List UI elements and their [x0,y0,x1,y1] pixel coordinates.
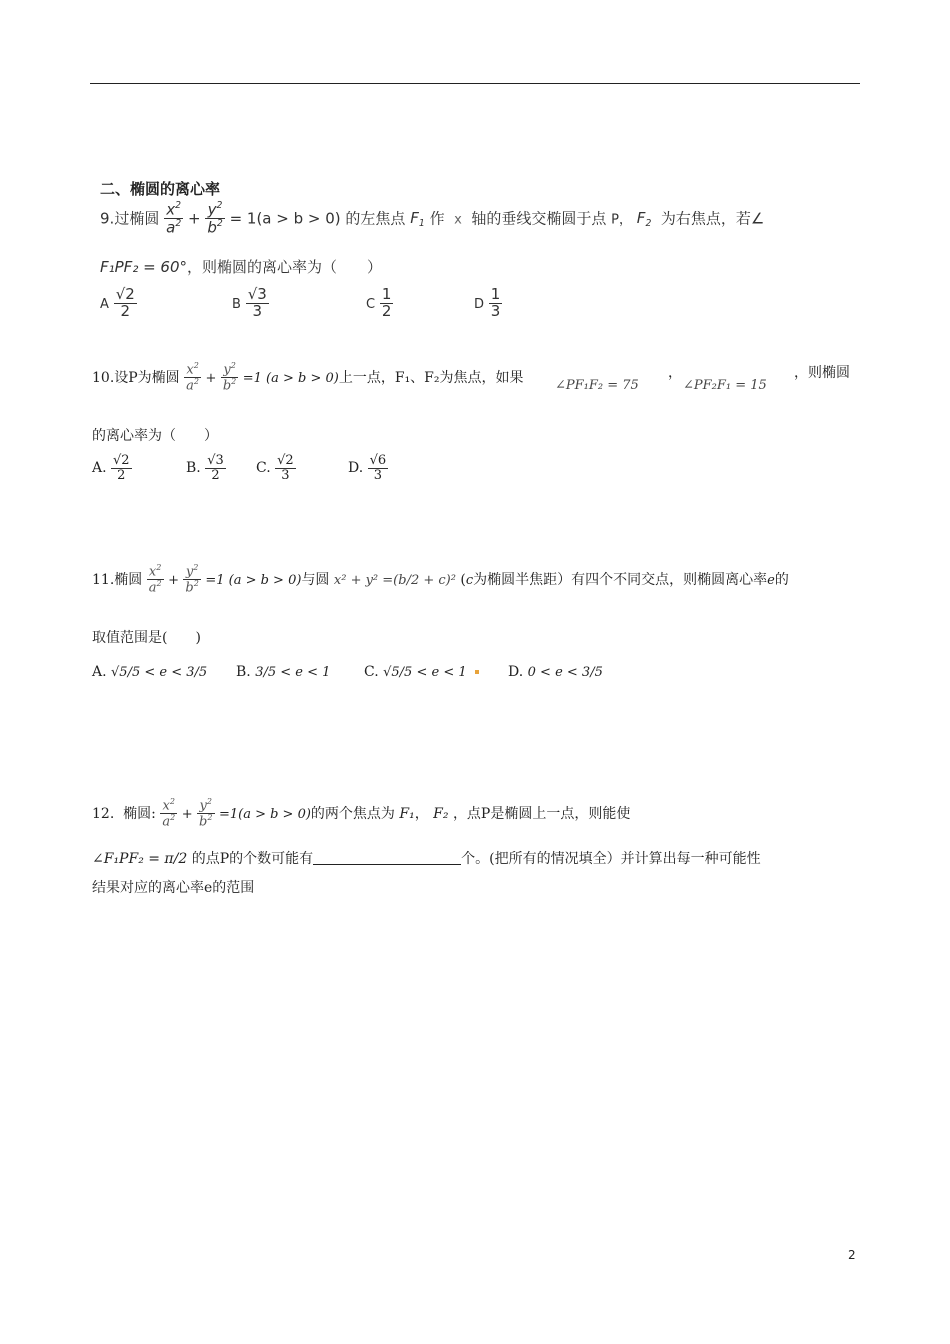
q12-text-6: 结果对应的离心率e的范围 [92,880,255,896]
q9-angle: F₁PF₂ = 60° [100,258,188,276]
q10-text-4: 的离心率为（ ） [92,428,218,444]
q9-text-7: 为右焦点，若∠ [660,209,765,228]
q10-text-2: 上一点，F₁、F₂为焦点，如果 [338,369,524,386]
q9-option-c-den: 2 [381,301,392,320]
section-title: 二、椭圆的离心率 [100,180,221,198]
q9-option-d[interactable] [474,287,502,320]
q11-option-d[interactable] [508,664,603,680]
question-12-line-1: 12. 椭圆: $\frac{x^2}{a^2}$ + $\frac{y^2}{b^2}$ =1(a > b > 0)的两个焦点为 F₁， F₂ ，点P是椭圆上一点，则能使 [92,797,631,830]
q9-option-b[interactable] [232,287,269,320]
q9-text-1: 过椭圆 [114,209,160,228]
q9-text-8: ，则椭圆的离心率为（ ） [187,258,383,276]
question-10-line-1: 10.设P为椭圆 $\frac{x^2}{a^2}$ + $\frac{y^2}{b^2}$ =1 (a > b > 0)上一点，F₁、F₂为焦点，如果 [92,361,524,394]
q11-option-b-text: 3/5 < e < 1 [255,665,331,680]
q9-option-a[interactable] [100,287,137,320]
q9-text-2: 的左焦点 [345,209,406,228]
q10-option-d-num: √6 [369,453,387,468]
q11-circle: x² + y² =(b/2 + c)² [333,572,456,588]
q10-text-3: ，则椭圆 [794,365,850,381]
q9-option-d-label: D [474,296,485,312]
q12-text-3: ，点P是椭圆上一点，则能使 [452,805,631,822]
q11-option-a-text: √5/5 < e < 3/5 [111,665,208,680]
q10-cond-1: ∠PF₁F₂ = 75 [555,378,639,393]
q10-option-a-den: 2 [117,467,126,483]
q10-option-b[interactable] [186,454,226,482]
question-11-line-1: 11.椭圆 $\frac{x^2}{a^2}$ + $\frac{y^2}{b^2}$ =1 (a > b > 0)与圆 x² + y² =(b/2 + c)² (c为椭圆半焦距）有四个不同交点，则椭圆离心率e的 [92,563,789,596]
q10-option-a-num: √2 [113,453,130,468]
q10-option-b-num: √3 [207,453,224,468]
q10-option-a[interactable] [92,454,132,482]
q12-f1: F₁ [399,805,415,822]
page-number: 2 [848,1248,856,1262]
q11-option-b-label: B. [236,664,251,680]
header-rule [90,83,860,84]
q9-option-b-den: 3 [252,301,263,320]
q10-option-c[interactable] [256,454,296,482]
q9-option-b-label: B [232,296,241,312]
q11-text-5: e [767,572,775,588]
q10-text-1: 设P为椭圆 [114,369,180,386]
q11-text-1: 椭圆 [114,571,143,588]
q9-option-c[interactable] [366,287,393,320]
q9-frac-y: $\frac{y^2}{b^2}$ [207,200,223,237]
q12-text-4: 的点P的个数可能有 [191,851,314,867]
q9-option-d-num: 1 [490,285,501,303]
q11-option-a-label: A. [92,664,107,680]
q9-text-4: x [454,212,462,228]
q9-text-6: P， [611,212,633,228]
q11-text-2: 与圆 [301,571,330,588]
q11-option-d-text: 0 < e < 3/5 [527,665,603,680]
q10-option-b-den: 2 [211,467,220,483]
q9-option-b-num: √3 [247,285,267,303]
q12-text-5: 个。(把所有的情况填全）并计算出每一种可能性 [461,851,761,867]
q9-text-5: 轴的垂线交椭圆于点 [471,209,607,228]
q11-option-c-label: C. [364,664,379,680]
question-12-line-2 [92,848,761,868]
q12-text-1: 椭圆: [123,805,156,822]
q12-angle: ∠F₁PF₂ = π/2 [92,851,188,867]
q9-eq: = 1(a > b > 0) [229,209,341,228]
highlight-dot [475,670,479,674]
q9-frac-x: $\frac{x^2}{a^2}$ [166,200,182,237]
q9-option-a-den: 2 [120,301,131,320]
q12-eq: =1(a > b > 0) [218,806,311,822]
q11-eq: =1 (a > b > 0) [205,572,302,588]
q10-number: 10. [92,369,115,386]
q9-number: 9. [100,209,115,228]
q10-option-c-label: C. [256,460,271,477]
q9-option-d-den: 3 [490,301,501,320]
question-9-line-2 [100,256,382,277]
q10-option-d-label: D. [348,460,364,477]
question-9-line-1: 9.过椭圆 $\frac{x^2}{a^2}$ + $\frac{y^2}{b^2}$ = 1(a > b > 0) 的左焦点 $F_1$ 作 x 轴的垂线交椭圆于点 P， $F_2$ 为右焦点，若∠ [100,200,765,237]
q11-option-c-text: √5/5 < e < 1 [383,665,467,680]
q11-text-6: 的 [774,571,789,588]
q10-option-d[interactable] [348,454,388,482]
q12-f2: F₂ [433,805,449,822]
q10-option-c-num: √2 [277,453,294,468]
q9-option-c-label: C [366,296,376,312]
q11-number: 11. [92,571,115,588]
q10-option-a-label: A. [92,460,107,477]
q11-text-4: 为椭圆半焦距）有四个不同交点，则椭圆离心率 [473,571,768,588]
q9-option-c-num: 1 [381,285,392,303]
answer-blank[interactable] [313,850,461,865]
q11-option-c[interactable] [364,664,479,680]
q10-option-b-label: B. [186,460,201,477]
q11-text-3: c [465,572,474,588]
q9-option-a-num: √2 [115,285,135,303]
q11-option-d-label: D. [508,664,524,680]
q11-option-a[interactable] [92,664,207,680]
q9-text-3: 作 [429,209,445,228]
q9-option-a-label: A [100,296,109,312]
q11-text-7: 取值范围是( ) [92,630,201,646]
q10-cond-2: ∠PF₂F₁ = 15 [683,378,767,393]
q10-option-c-den: 3 [281,467,290,483]
q10-option-d-den: 3 [373,467,383,483]
q11-option-b[interactable] [236,664,330,680]
q10-eq: =1 (a > b > 0) [242,370,339,386]
q12-number: 12. [92,805,115,822]
q12-text-2: 的两个焦点为 [310,805,395,822]
